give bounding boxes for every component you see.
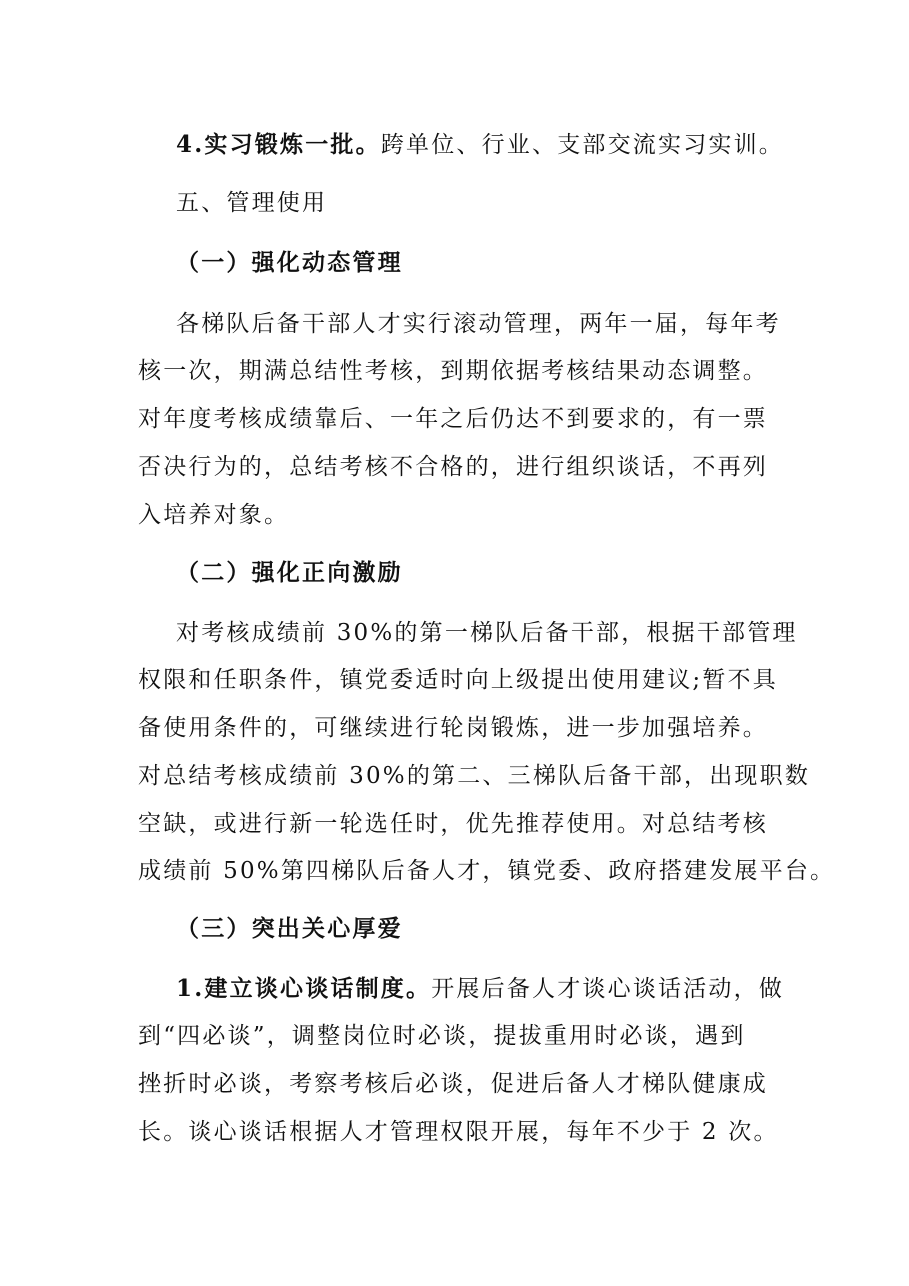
subsection-3-item-1 [176, 974, 784, 1004]
subsection-2-line: 权限和任职条件，镇党委适时向上级提出使用建议;暂不具 [138, 667, 778, 693]
item-1-text: 开展后备人才谈心谈话活动，做 [431, 976, 785, 1002]
item-4-text: 跨单位、行业、支部交流实习实训。 [380, 132, 785, 158]
subsection-2-line: 对总结考核成绩前 30%的第二、三梯队后备干部，出现职数 [138, 763, 811, 789]
subsection-3-heading: （三）突出关心厚爱 [176, 915, 403, 942]
item-1-lead: 1.建立谈心谈话制度。 [176, 975, 432, 1002]
section-5-heading: 五、管理使用 [176, 190, 328, 216]
subsection-1-heading: （一）强化动态管理 [176, 249, 403, 276]
item-4-lead: 4.实习锻炼一批。 [176, 131, 381, 158]
subsection-1-line: 否决行为的，总结考核不合格的，进行组织谈话，不再列 [138, 454, 768, 480]
subsection-2-line: 对考核成绩前 30%的第一梯队后备干部，根据干部管理 [176, 620, 798, 646]
subsection-2-line: 空缺，或进行新一轮选任时，优先推荐使用。对总结考核 [138, 811, 768, 837]
subsection-2-heading: （二）强化正向激励 [176, 559, 403, 586]
subsection-1-line: 各梯队后备干部人才实行滚动管理，两年一届，每年考 [176, 311, 781, 337]
subsection-2-line: 备使用条件的，可继续进行轮岗锻炼，进一步加强培养。 [138, 715, 768, 741]
subsection-1-line: 对年度考核成绩靠后、一年之后仍达不到要求的，有一票 [138, 406, 768, 432]
subsection-3-line: 长。谈心谈话根据人才管理权限开展，每年不少于 2 次。 [138, 1119, 779, 1145]
subsection-1-line: 核一次，期满总结性考核，到期依据考核结果动态调整。 [138, 358, 768, 384]
subsection-2-line: 成绩前 50%第四梯队后备人才，镇党委、政府搭建发展平台。 [138, 858, 836, 884]
item-4-paragraph [176, 130, 784, 160]
subsection-1-line: 入培养对象。 [138, 502, 290, 528]
subsection-3-line: 到“四必谈”，调整岗位时必谈，提拔重用时必谈，遇到 [138, 1023, 746, 1049]
subsection-3-line: 挫折时必谈，考察考核后必谈，促进后备人才梯队健康成 [138, 1071, 768, 1097]
